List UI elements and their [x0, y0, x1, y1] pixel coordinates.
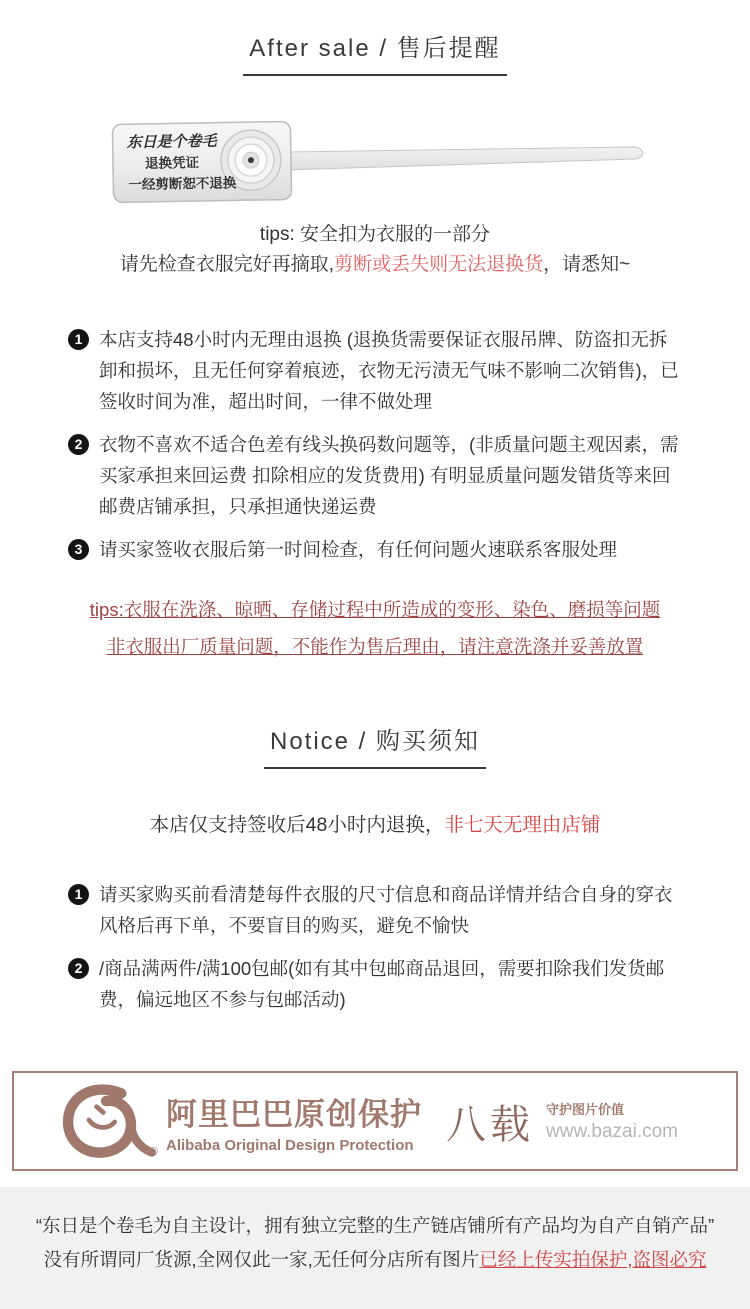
footer-red-text: 已经上传实拍保护,盗图必究: [479, 1249, 707, 1270]
footer-statement: [0, 1187, 750, 1309]
after-sale-section-header: [0, 0, 750, 76]
policy-item-text: 本店支持48小时内无理由退换 (退换货需要保证衣服吊牌、防盗扣无拆卸和损坏，且无任何穿着痕迹，衣物无污渍无气味不影响二次销售)，已签收时间为准，超出时间，一律不做处理: [99, 329, 679, 412]
washing-tips-line2: 非衣服出厂质量问题，不能作为售后理由，请注意洗涤并妥善放置: [106, 636, 644, 657]
list-item: [68, 324, 682, 417]
washing-tips-line1: tips:衣服在洗涤、晾晒、存储过程中所造成的变形、染色、磨损等问题: [89, 599, 661, 620]
notice-item-text: 请买家购买前看清楚每件衣服的尺寸信息和商品详情并结合自身的穿衣风格后再下单，不要盲目的购买，避免不愉快: [99, 884, 673, 936]
footer-line2: 没有所谓同厂货源,全网仅此一家,无任何分店所有图片已经上传实拍保护,盗图必究: [43, 1249, 707, 1270]
footer-line1: “东日是个卷毛为自主设计，拥有独立完整的生产链店铺所有产品均为自产自销产品”: [35, 1215, 715, 1236]
bazai-tagline: 守护图片价值: [546, 1102, 625, 1117]
notice-list: [68, 879, 682, 1015]
bazai-url: www.bazai.com: [546, 1121, 678, 1142]
notice-intro: 本店仅支持签收后48小时内退换，非七天无理由店铺: [149, 814, 601, 836]
washing-tips: [0, 591, 750, 665]
alibaba-brand-group: [60, 1082, 422, 1160]
alibaba-brand-zh: 阿里巴巴原创保护: [166, 1096, 422, 1132]
security-tag-icon: [110, 118, 655, 208]
bullet-1-icon: 1: [68, 329, 89, 350]
notice-intro-red-text: 非七天无理由店铺: [444, 814, 601, 836]
bullet-2-icon: 2: [68, 958, 89, 979]
bazai-text: [546, 1099, 678, 1143]
design-protection-banner: [12, 1071, 738, 1171]
list-item: [68, 953, 682, 1015]
alibaba-brand-en: Alibaba Original Design Protection: [166, 1136, 414, 1154]
bullet-1-icon: 1: [68, 884, 89, 905]
security-tips-red-text: 剪断或丢失则无法退换货: [334, 254, 544, 275]
bullet-2-icon: 2: [68, 434, 89, 455]
security-tag-image: [110, 118, 655, 208]
notice-title: Notice / 购买须知: [264, 721, 486, 769]
after-sale-title: After sale / 售后提醒: [243, 28, 506, 76]
bullet-3-icon: 3: [68, 539, 89, 560]
list-item: [68, 879, 682, 941]
tag-voucher-line: 退换凭证: [144, 155, 200, 171]
list-item: [68, 429, 682, 522]
security-tips: [0, 220, 750, 280]
after-sale-policy-list: [68, 324, 682, 565]
policy-item-text: 衣物不喜欢不适合色差有线头换码数问题等，(非质量问题主观因素，需买家承担来回运费 扣除相应的发货费用) 有明显质量问题发错货等来回邮费店铺承担，只承担通快递运费: [99, 434, 679, 517]
tag-brand-line: 东日是个卷毛: [126, 133, 217, 152]
list-item: [68, 534, 682, 565]
bazai-partner-group: [446, 1093, 678, 1150]
alibaba-logo-icon: [60, 1082, 156, 1160]
security-tips-line1: tips: 安全扣为衣服的一部分: [259, 224, 491, 245]
notice-item-text: /商品满两件/满100包邮(如有其中包邮商品退回，需要扣除我们发货邮费，偏远地区不参与包邮活动): [99, 958, 665, 1010]
security-tips-line2: 请先检查衣服完好再摘取,剪断或丢失则无法退换货，请悉知~: [119, 254, 631, 275]
notice-section-header: [0, 721, 750, 769]
bazai-name: 八载: [446, 1101, 534, 1147]
registered-mark: ®: [149, 1146, 158, 1158]
alibaba-brand-text: [166, 1089, 422, 1154]
tag-warning-line: 一经剪断恕不退换: [128, 175, 237, 193]
policy-item-text: 请买家签收衣服后第一时间检查，有任何问题火速联系客服处理: [99, 539, 618, 560]
